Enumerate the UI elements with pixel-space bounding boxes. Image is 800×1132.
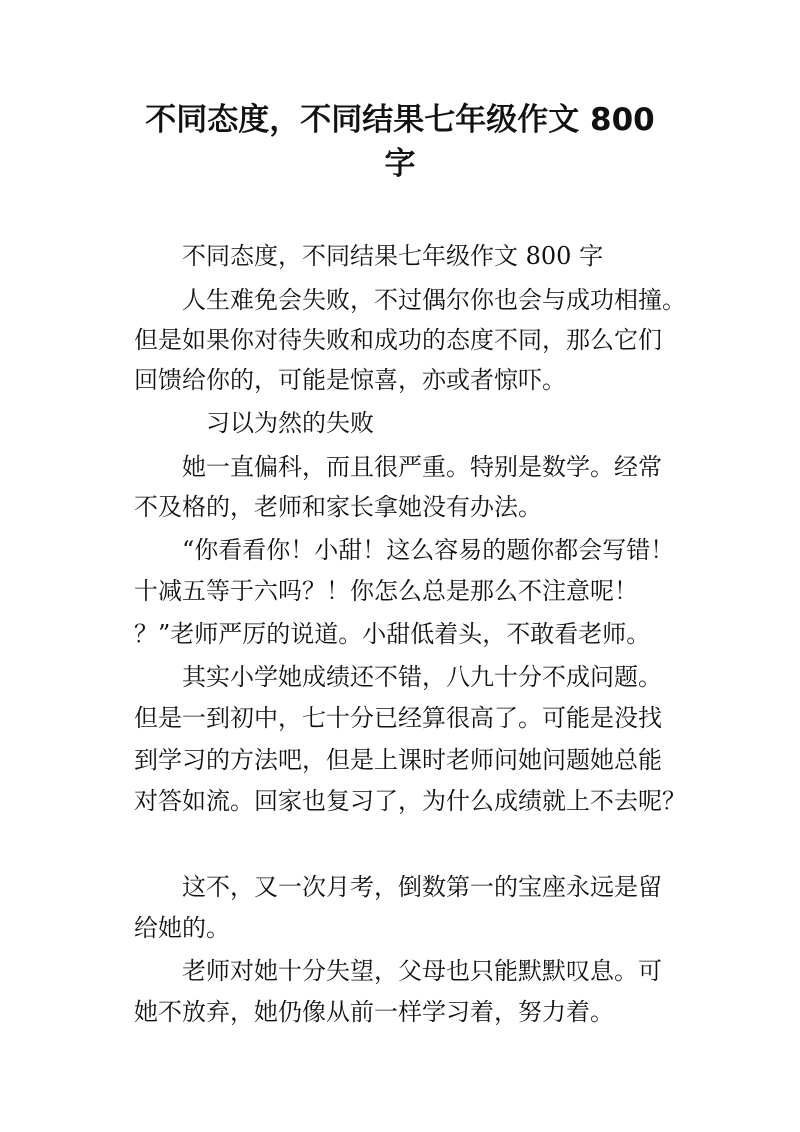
paragraph-line: 她不放弃，她仍像从前一样学习着，努力着。 (134, 998, 614, 1026)
paragraph-line: “你看看你！小甜！这么容易的题你都会写错！ (182, 536, 675, 564)
paragraph-line: 老师对她十分失望，父母也只能默默叹息。可 (182, 957, 662, 985)
document-title-line-1: 不同态度，不同结果七年级作文 800 (145, 102, 655, 138)
paragraph-line: 给她的。 (134, 914, 230, 942)
paragraph-line: 不及格的，老师和家长拿她没有办法。 (134, 493, 542, 521)
paragraph-line: 回馈给你的，可能是惊喜，亦或者惊吓。 (134, 366, 566, 394)
paragraph-line: 其实小学她成绩还不错，八九十分不成问题。 (182, 663, 662, 691)
paragraph-line: 对答如流。回家也复习了，为什么成绩就上不去呢？ (134, 787, 686, 815)
paragraph-line: ？”老师严厉的说道。小甜低着头，不敢看老师。 (134, 620, 651, 648)
paragraph-line: 到学习的方法吧，但是上课时老师问她问题她总能 (134, 746, 662, 774)
document-title-line-2: 字 (384, 146, 416, 182)
paragraph-line: 这不，又一次月考，倒数第一的宝座永远是留 (182, 873, 662, 901)
paragraph-line: 人生难免会失败，不过偶尔你也会与成功相撞。 (182, 286, 686, 314)
paragraph-line: 十减五等于六吗？！你怎么总是那么不注意呢！ (134, 577, 638, 605)
section-heading: 习以为然的失败 (206, 409, 374, 437)
paragraph-line: 但是如果你对待失败和成功的态度不同，那么它们 (134, 326, 662, 354)
paragraph-line: 但是一到初中，七十分已经算很高了。可能是没找 (134, 704, 662, 732)
paragraph-line: 她一直偏科，而且很严重。特别是数学。经常 (182, 453, 662, 481)
paragraph-line: 不同态度，不同结果七年级作文 800 字 (182, 242, 604, 270)
